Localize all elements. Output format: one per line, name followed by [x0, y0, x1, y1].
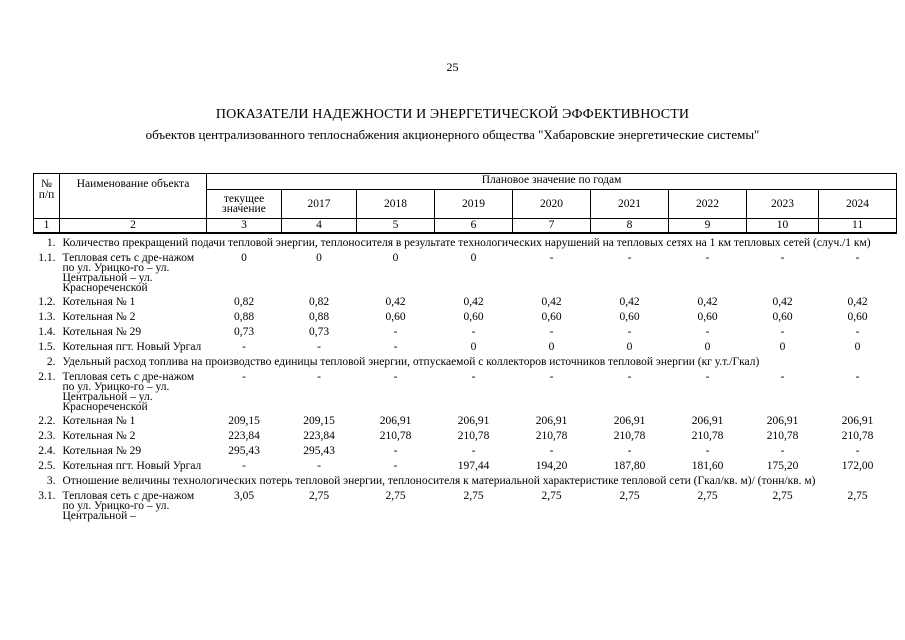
- object-name: Тепловая сеть с дре-нажом по ул. Урицко-го – ул. Центральной – ул. Краснореченской: [62, 371, 195, 413]
- value-cell: -: [317, 460, 321, 472]
- value-cell: 0,42: [772, 296, 793, 308]
- value-cell: 0,60: [697, 311, 718, 323]
- document-title: ПОКАЗАТЕЛИ НАДЕЖНОСТИ И ЭНЕРГЕТИЧЕСКОЙ ЭФФЕКТИВНОСТИ: [215, 107, 690, 122]
- table-row: [34, 412, 897, 427]
- header-year: 2017: [282, 190, 357, 219]
- section-number: 1.: [46, 237, 56, 249]
- value-cell: -: [705, 326, 710, 338]
- section-title: Количество прекращений подачи тепловой энергии, теплоносителя в результате технологических нарушений на тепловых сетях на 1 км тепловых сетей (случ./1 км): [62, 237, 871, 249]
- value-cell: 0,60: [847, 311, 868, 323]
- section-row: [34, 472, 897, 487]
- row-number: 1.3.: [38, 311, 56, 323]
- value-cell: -: [780, 445, 785, 457]
- value-cell: 206,91: [535, 415, 568, 427]
- row-number: 3.1.: [38, 490, 56, 502]
- header-year: 2022: [669, 190, 747, 219]
- value-cell: -: [705, 252, 710, 264]
- value-cell: 206,91: [379, 415, 412, 427]
- value-cell: 206,91: [766, 415, 799, 427]
- value-cell: -: [549, 252, 554, 264]
- table-row: [34, 249, 897, 293]
- value-cell: 210,78: [691, 430, 724, 442]
- header-year: 2021: [591, 190, 669, 219]
- value-cell: 2,75: [308, 490, 330, 502]
- value-cell: 0,60: [772, 311, 793, 323]
- value-cell: 210,78: [766, 430, 799, 442]
- header-year: 2024: [819, 190, 897, 219]
- table-row: [34, 442, 897, 457]
- header-num: № п/п: [34, 174, 60, 219]
- value-cell: -: [780, 326, 785, 338]
- value-cell: 181,60: [691, 460, 724, 472]
- value-cell: -: [242, 371, 246, 383]
- value-cell: 0,60: [619, 311, 640, 323]
- value-cell: 187,80: [613, 460, 646, 472]
- column-number: 9: [669, 219, 747, 234]
- value-cell: -: [393, 445, 398, 457]
- object-name: Котельная № 2: [62, 430, 136, 442]
- value-cell: -: [242, 341, 246, 353]
- value-cell: -: [855, 326, 860, 338]
- value-cell: -: [627, 445, 632, 457]
- value-cell: 0: [470, 341, 477, 353]
- value-cell: 223,84: [228, 430, 260, 442]
- value-cell: 0: [854, 341, 861, 353]
- value-cell: -: [627, 371, 632, 383]
- value-cell: 0,60: [541, 311, 562, 323]
- value-cell: 0: [548, 341, 555, 353]
- value-cell: 210,78: [841, 430, 874, 442]
- column-number: 2: [60, 219, 207, 234]
- value-cell: -: [855, 371, 860, 383]
- table-row: [34, 457, 897, 472]
- value-cell: -: [317, 341, 321, 353]
- value-cell: 210,78: [535, 430, 568, 442]
- value-cell: 206,91: [841, 415, 874, 427]
- value-cell: -: [705, 371, 710, 383]
- row-number: 2.3.: [38, 430, 56, 442]
- value-cell: -: [627, 326, 632, 338]
- row-number: 1.2.: [38, 296, 56, 308]
- value-cell: -: [549, 371, 554, 383]
- object-name: Котельная № 29: [62, 326, 142, 338]
- object-name: Котельная пгт. Новый Ургал: [62, 460, 202, 472]
- row-number: 2.2.: [38, 415, 56, 427]
- row-number: 2.4.: [38, 445, 56, 457]
- value-cell: 197,44: [457, 460, 490, 472]
- value-cell: -: [855, 445, 860, 457]
- column-number: 4: [282, 219, 357, 234]
- value-cell: 0,73: [308, 326, 330, 338]
- row-number: 1.1.: [38, 252, 56, 264]
- header-current: текущее значение: [207, 190, 282, 219]
- table-row: [34, 368, 897, 412]
- row-number: 1.4.: [38, 326, 56, 338]
- value-cell: 0,82: [233, 296, 255, 308]
- value-cell: 0,42: [463, 296, 484, 308]
- column-number: 11: [819, 219, 897, 234]
- value-cell: 0,60: [463, 311, 484, 323]
- object-name: Тепловая сеть с дре-нажом по ул. Урицко-го – ул. Центральной –: [62, 490, 195, 522]
- value-cell: 2,75: [847, 490, 868, 502]
- value-cell: 206,91: [457, 415, 490, 427]
- header-name: Наименование объекта: [60, 174, 207, 219]
- value-cell: 0,73: [233, 326, 255, 338]
- object-name: Котельная № 1: [62, 296, 136, 308]
- value-cell: 0: [392, 252, 399, 264]
- value-cell: 295,43: [303, 445, 335, 457]
- value-cell: 209,15: [228, 415, 260, 427]
- value-cell: 0,42: [619, 296, 640, 308]
- value-cell: 175,20: [766, 460, 799, 472]
- header-year: 2019: [435, 190, 513, 219]
- column-number: 6: [435, 219, 513, 234]
- value-cell: 0,42: [541, 296, 562, 308]
- table-row: [34, 308, 897, 323]
- value-cell: -: [780, 371, 785, 383]
- document-subtitle: объектов централизованного теплоснабжения акционерного общества "Хабаровские энергетические системы": [145, 127, 760, 142]
- table-row: [34, 293, 897, 308]
- value-cell: 0,42: [847, 296, 868, 308]
- header-plan: Плановое значение по годам: [207, 174, 897, 190]
- table-row: [34, 427, 897, 442]
- section-row: [34, 353, 897, 368]
- value-cell: -: [393, 371, 398, 383]
- value-cell: -: [549, 445, 554, 457]
- table-row: [34, 487, 897, 521]
- value-cell: 206,91: [691, 415, 724, 427]
- object-name: Котельная № 29: [62, 445, 142, 457]
- value-cell: 0: [470, 252, 477, 264]
- value-cell: -: [549, 326, 554, 338]
- value-cell: 206,91: [613, 415, 646, 427]
- value-cell: -: [393, 326, 398, 338]
- value-cell: 0: [626, 341, 633, 353]
- section-title: Удельный расход топлива на производство единицы тепловой энергии, отпускаемой с коллекторов источников тепловой энергии (кг у.т./Гкал): [62, 356, 760, 368]
- column-number: 8: [591, 219, 669, 234]
- row-number: 1.5.: [38, 341, 56, 353]
- value-cell: 2,75: [697, 490, 718, 502]
- value-cell: 0,42: [385, 296, 406, 308]
- value-cell: 2,75: [541, 490, 562, 502]
- value-cell: 0: [316, 252, 322, 264]
- value-cell: 2,75: [772, 490, 793, 502]
- table-body: [34, 233, 897, 521]
- value-cell: 0,82: [308, 296, 330, 308]
- section-row: [34, 233, 897, 249]
- value-cell: -: [242, 460, 246, 472]
- row-number: 2.1.: [38, 371, 56, 383]
- value-cell: 210,78: [613, 430, 646, 442]
- section-number: 2.: [46, 356, 56, 368]
- object-name: Котельная пгт. Новый Ургал: [62, 341, 202, 353]
- value-cell: 210,78: [379, 430, 412, 442]
- section-number: 3.: [46, 475, 56, 487]
- column-number: 10: [747, 219, 819, 234]
- column-number: 1: [34, 219, 60, 234]
- value-cell: -: [393, 460, 398, 472]
- value-cell: 194,20: [535, 460, 568, 472]
- value-cell: -: [855, 252, 860, 264]
- indicators-table: [33, 173, 897, 521]
- value-cell: -: [471, 445, 476, 457]
- value-cell: 0,88: [233, 311, 255, 323]
- object-name: Котельная № 1: [62, 415, 136, 427]
- value-cell: 2,75: [619, 490, 640, 502]
- value-cell: 0: [241, 252, 247, 264]
- value-cell: -: [317, 371, 321, 383]
- value-cell: 3,05: [233, 490, 255, 502]
- header-year: 2023: [747, 190, 819, 219]
- value-cell: 223,84: [303, 430, 335, 442]
- section-title: Отношение величины технологических потерь тепловой энергии, теплоносителя к материальной характеристике тепловой сети (Гкал/кв. м)/ (тонн/кв. м): [62, 475, 816, 487]
- value-cell: 0,60: [385, 311, 406, 323]
- value-cell: -: [627, 252, 632, 264]
- value-cell: -: [705, 445, 710, 457]
- value-cell: 209,15: [303, 415, 335, 427]
- value-cell: 2,75: [385, 490, 406, 502]
- header-year: 2020: [513, 190, 591, 219]
- table-header: [34, 174, 897, 234]
- row-number: 2.5.: [38, 460, 56, 472]
- table-row: [34, 323, 897, 338]
- value-cell: 0: [704, 341, 711, 353]
- header-year: 2018: [357, 190, 435, 219]
- column-number: 5: [357, 219, 435, 234]
- value-cell: -: [780, 252, 785, 264]
- value-cell: -: [471, 371, 476, 383]
- value-cell: 210,78: [457, 430, 490, 442]
- column-number: 3: [207, 219, 282, 234]
- value-cell: 295,43: [228, 445, 260, 457]
- value-cell: 0,88: [308, 311, 330, 323]
- table-row: [34, 338, 897, 353]
- object-name: Котельная № 2: [62, 311, 136, 323]
- value-cell: 0: [779, 341, 786, 353]
- value-cell: -: [393, 341, 398, 353]
- value-cell: 0,42: [697, 296, 718, 308]
- value-cell: 172,00: [841, 460, 874, 472]
- object-name: Тепловая сеть с дре-нажом по ул. Урицко-го – ул. Центральной – ул. Краснореченской: [62, 252, 195, 294]
- value-cell: 2,75: [463, 490, 484, 502]
- column-number: 7: [513, 219, 591, 234]
- page-number: 25: [446, 60, 459, 74]
- value-cell: -: [471, 326, 476, 338]
